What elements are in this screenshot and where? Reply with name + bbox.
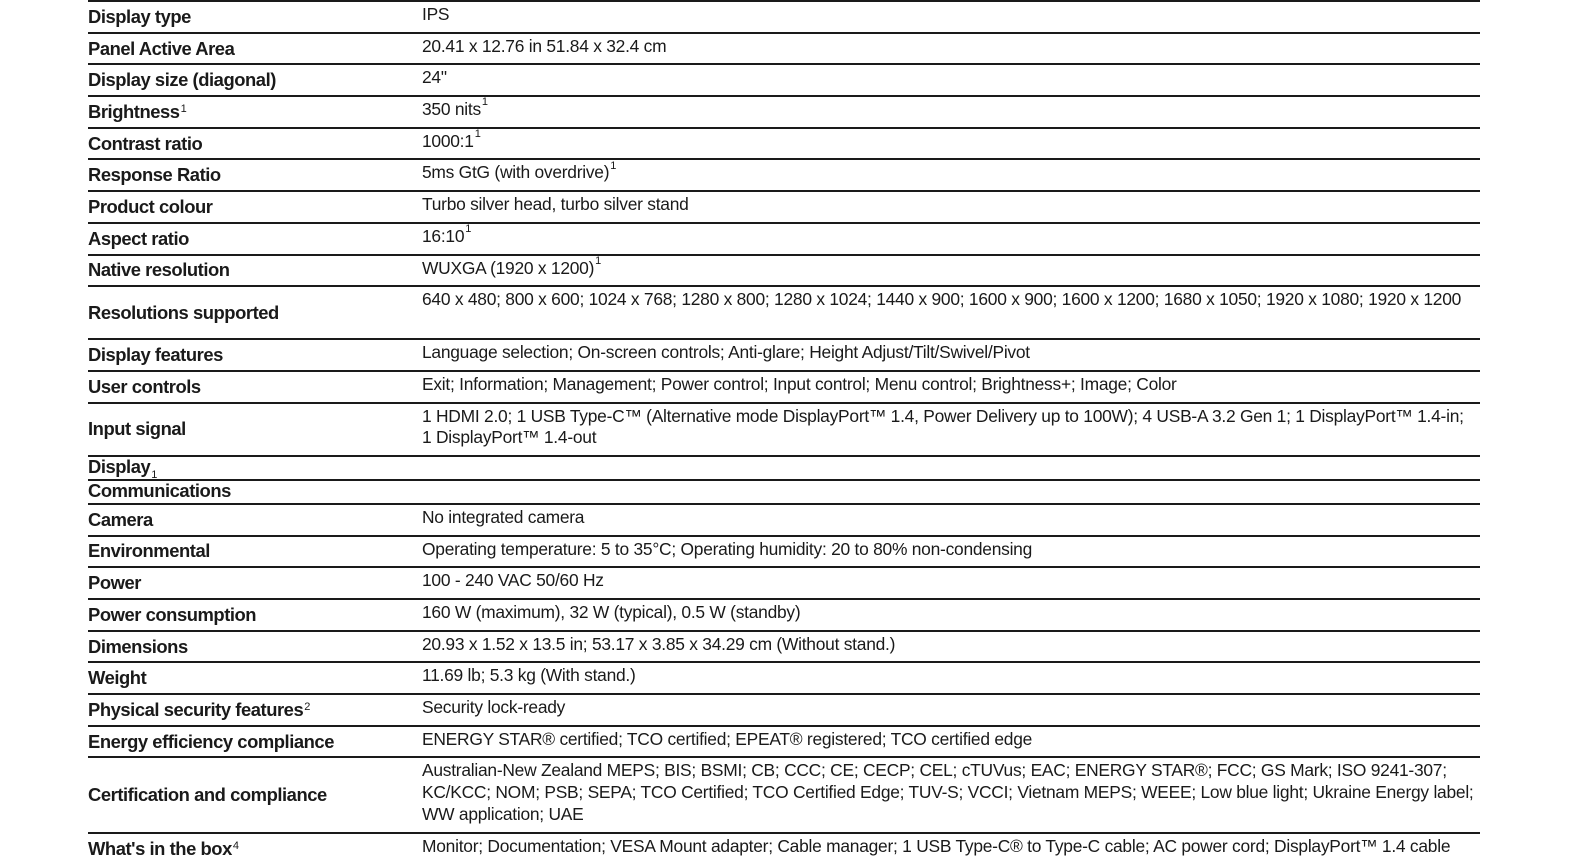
spec-row-environmental (88, 537, 1480, 569)
footnote-marker: 1 (474, 127, 481, 140)
spec-row-power (88, 568, 1480, 600)
spec-label: Weight (88, 667, 147, 689)
spec-row-user-controls (88, 372, 1480, 404)
spec-label: Product colour (88, 195, 213, 217)
spec-row-contrast-ratio (88, 129, 1480, 161)
section-label: Display $^1$ (88, 455, 157, 481)
spec-value: $16:10^1$ (422, 223, 472, 246)
spec-label: Physical security features $^2$ (88, 698, 310, 720)
footnote-marker: 1 (465, 223, 472, 236)
spec-value: 24" (422, 67, 447, 88)
spec-row-native-resolution (88, 256, 1480, 288)
spec-value: Australian-New Zealand MEPS; BIS; BSMI; CB; CCC; CE; CECP; CEL; cTUVus; EAC; ENERGY STAR®; FCC; GS Mark; ISO 9241-307; KC/KCC; NOM; PSB; SEPA; TCO Certified; TCO Certified Edge; TUV-S; VCCI; Vietnam MEPS; WEEE; Low blue light; Ukraine Energy label; WW application; UAE (422, 760, 1474, 825)
spec-row-energy-efficiency (88, 727, 1480, 759)
spec-row-input-signal (88, 404, 1480, 457)
spec-label: User controls (88, 375, 201, 397)
spec-label: Resolutions supported (88, 301, 279, 323)
spec-label: Aspect ratio (88, 227, 189, 249)
spec-value: Turbo silver head, turbo silver stand (422, 194, 689, 215)
section-heading-communications (88, 481, 1480, 505)
spec-row-physical-security (88, 695, 1480, 727)
spec-value: Monitor; Documentation; VESA Mount adapter; Cable manager; 1 USB Type-C® to Type-C cable; AC power cord; DisplayPort™ 1.4 cable (422, 835, 1451, 856)
spec-value (422, 481, 1480, 503)
spec-value: IPS (422, 4, 450, 24)
spec-value: 20.93 x 1.52 x 13.5 in; 53.17 x 3.85 x 34.29 cm (Without stand.) (422, 633, 896, 654)
spec-label: Native resolution (88, 259, 230, 281)
spec-value: No integrated camera (422, 506, 585, 527)
spec-value: $1000:1^1$ (422, 127, 481, 151)
spec-row-dimensions (88, 632, 1480, 664)
spec-value: Language selection; On-screen controls; Anti-glare; Height Adjust/Tilt/Swivel/Pivot (422, 342, 1030, 363)
spec-row-display-features (88, 340, 1480, 372)
spec-value: 640 x 480; 800 x 600; 1024 x 768; 1280 x 800; 1280 x 1024; 1440 x 900; 1600 x 900; 1600 x 1200; 1680 x 1050; 1920 x 1080; 1920 x 1200 (422, 289, 1462, 310)
spec-value: ENERGY STAR® certified; TCO certified; EPEAT® registered; TCO certified edge (422, 728, 1033, 749)
spec-value: 1 HDMI 2.0; 1 USB Type-C™ (Alternative mode DisplayPort™ 1.4, Power Delivery up to 100W); 4 USB-A 3.2 Gen 1; 1 DisplayPort™ 1.4-in; 1 DisplayPort™ 1.4-out (422, 405, 1464, 448)
spec-value: WUXGA (1920 x 1200)$^1$ (422, 254, 602, 278)
spec-label: Energy efficiency compliance (88, 730, 334, 752)
spec-label: Certification and compliance (88, 784, 327, 806)
spec-value: 20.41 x 12.76 in 51.84 x 32.4 cm (422, 35, 667, 56)
spec-value: 350 nits$^1$ (422, 96, 488, 120)
spec-label: Display type (88, 5, 191, 27)
spec-table (88, 0, 1480, 865)
spec-value: Exit; Information; Management; Power control; Input control; Menu control; Brightness+; Image; Color (422, 373, 1177, 394)
spec-row-aspect-ratio (88, 224, 1480, 256)
spec-label: Panel Active Area (88, 37, 235, 59)
footnote-marker: 1 (595, 254, 602, 267)
spec-row-whats-in-the-box (88, 834, 1480, 866)
spec-row-display-size (88, 65, 1480, 97)
footnote-marker: 1 (610, 159, 617, 172)
spec-row-brightness (88, 97, 1480, 129)
spec-label: Input signal (88, 418, 186, 440)
spec-row-response-ratio (88, 160, 1480, 192)
spec-value: 11.69 lb; 5.3 kg (With stand.) (422, 665, 636, 686)
spec-label: Display size (diagonal) (88, 69, 276, 91)
spec-row-camera (88, 505, 1480, 537)
spec-row-resolutions-supported (88, 287, 1480, 340)
spec-value: 160 W (maximum), 32 W (typical), 0.5 W (standby) (422, 602, 801, 622)
spec-value: Operating temperature: 5 to 35°C; Operating humidity: 20 to 80% non-condensing (422, 538, 1033, 559)
spec-row-certification (88, 758, 1480, 833)
spec-row-power-consumption (88, 600, 1480, 632)
spec-value: 100 - 240 VAC 50/60 Hz (422, 570, 604, 591)
spec-label: Response Ratio (88, 164, 221, 186)
section-heading-display (88, 457, 1480, 481)
spec-label: What's in the box $^4$ (88, 838, 239, 860)
footnote-marker: 1 (481, 96, 488, 109)
spec-row-weight (88, 663, 1480, 695)
spec-label: Environmental (88, 540, 210, 562)
spec-label: Camera (88, 508, 153, 530)
spec-value (422, 457, 1480, 479)
spec-label: Display features (88, 344, 223, 366)
section-label: Communications (88, 479, 231, 501)
spec-row-display-type (88, 2, 1480, 34)
spec-label: Brightness $^1$ (88, 100, 187, 122)
spec-value: 5ms GtG (with overdrive)$^1$ (422, 159, 617, 183)
spec-value: Security lock-ready (422, 697, 566, 718)
spec-row-product-colour (88, 192, 1480, 224)
spec-label: Power consumption (88, 603, 257, 625)
spec-row-panel-active-area (88, 34, 1480, 66)
spec-label: Contrast ratio (88, 132, 203, 154)
spec-label: Power (88, 572, 141, 594)
spec-label: Dimensions (88, 635, 188, 657)
